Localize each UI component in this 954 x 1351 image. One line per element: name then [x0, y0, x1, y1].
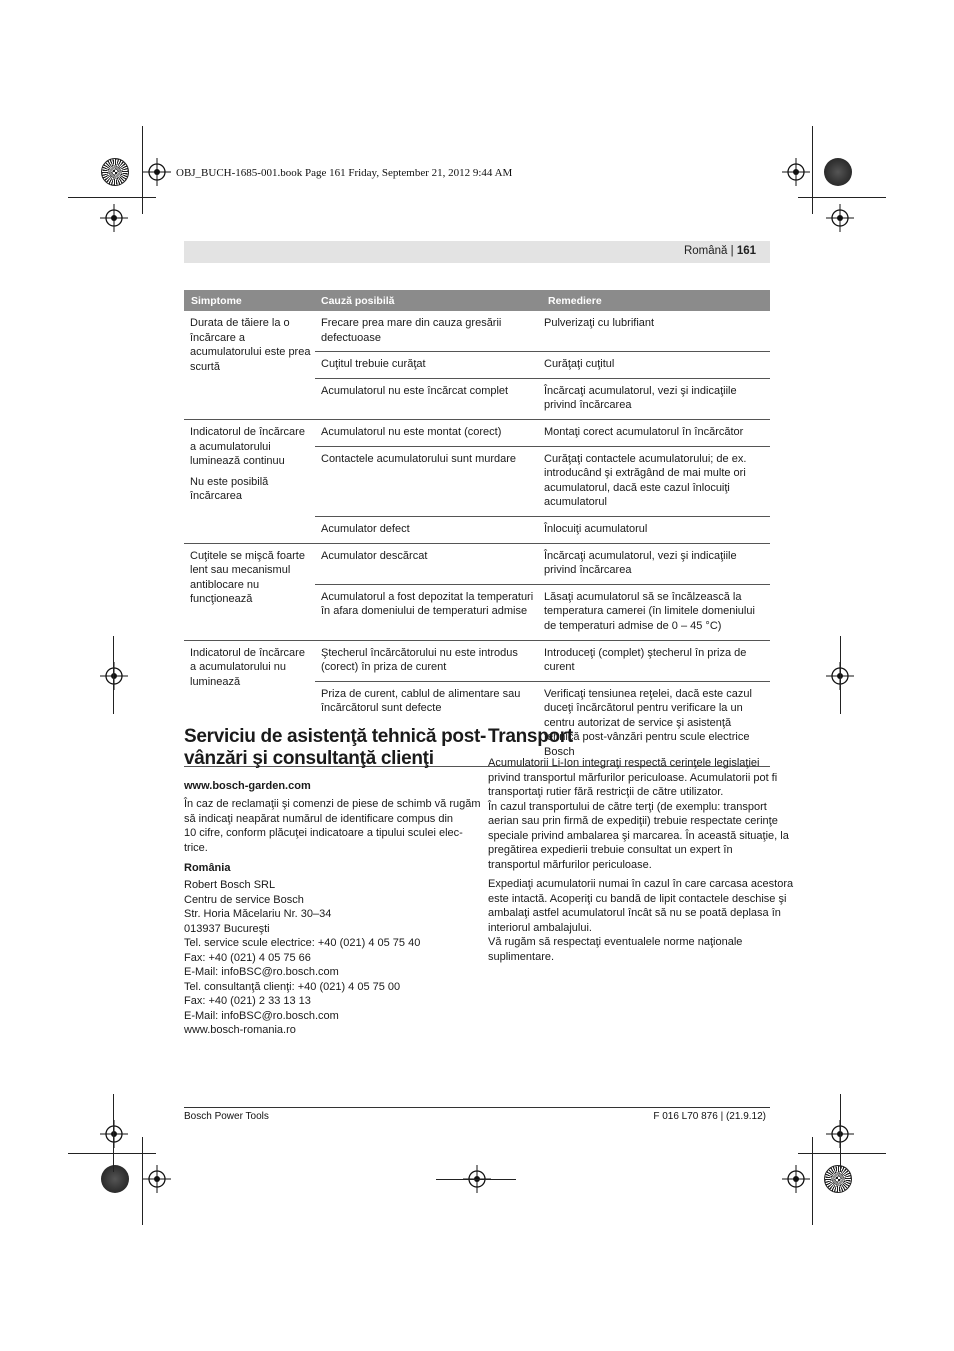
- crop-line: [812, 1137, 813, 1225]
- table-row: [315, 420, 770, 446]
- column-header-cause: Cauză posibilă: [321, 295, 395, 307]
- remedy-cell: Pulverizaţi cu lubrifiant: [544, 317, 655, 329]
- table-group: [184, 544, 770, 641]
- crosshair-icon: [782, 1165, 810, 1193]
- transport-paragraph-1: Acumulatorii Li-Ion integraţi respectă cerinţele legislaţiei privind transportul mărfurilor periculoase. Acumulatorii pot fi transportaţi rutier fără restricţii de către utilizator. În cazul transportului de către terţi (de exemplu: transport aerian sau prin firmă de expediţii) trebuie respectate cerinţe speciale privind ambalarea şi marcarea. În această situaţie, la pregătirea expedierii trebuie consultat un expert în transportul mărfurilor periculoase.: [488, 757, 789, 871]
- crop-line: [840, 636, 841, 714]
- table-header: [184, 290, 770, 311]
- crop-line: [113, 636, 114, 714]
- transport-heading: Transport: [488, 726, 573, 747]
- cause-cell: Acumulatorul nu este încărcat complet: [321, 384, 509, 397]
- service-country: România: [184, 862, 231, 874]
- table-row: [315, 516, 770, 543]
- table-group: [184, 420, 770, 544]
- crop-line: [812, 126, 813, 214]
- cause-cell: Acumulatorul nu este montat (corect): [321, 425, 502, 438]
- remedy-cell: Înlocuiţi acumulatorul: [544, 522, 648, 535]
- crosshair-icon: [143, 158, 171, 186]
- cause-cell: Contactele acumulatorului sunt murdare: [321, 452, 517, 465]
- remedy-cell: Introduceţi (complet) ştecherul în priza de curent: [544, 646, 747, 674]
- cause-cell: Frecare prea mare din cauza gresării defectuoase: [321, 317, 502, 344]
- column-header-remedy: Remediere: [548, 295, 602, 307]
- cause-cell: Acumulator defect: [321, 522, 410, 535]
- cause-cell: Priza de curent, cablul de alimentare sau încărcătorul sunt defecte: [321, 687, 521, 715]
- symptom-text: Nu este posibilă încărcarea: [190, 475, 269, 503]
- remedy-cell: Încărcaţi acumulatorul, vezi şi indicaţiile privind încărcarea: [544, 384, 737, 412]
- page-header: Română | 161: [184, 241, 770, 263]
- symptom-text: Cuţitele se mişcă foarte lent sau mecanismul antiblocare nu funcţionează: [190, 549, 305, 606]
- remedy-cell: Lăsaţi acumulatorul să se încălzească la temperatura camerei (în limitele domeniului de temperaturi admise de 0 – 45 °C): [544, 590, 755, 632]
- crosshair-icon: [826, 204, 854, 232]
- crop-line: [436, 1179, 516, 1180]
- symptom-text: Durata de tăiere la o încărcare a acumulatorului este prea scurtă: [190, 317, 311, 373]
- cause-cell: Ştecherul încărcătorului nu este introdus (corect) în priza de curent: [321, 646, 518, 674]
- symptom-cell: [190, 420, 312, 510]
- book-info-line: OBJ_BUCH-1685-001.book Page 161 Friday, September 21, 2012 9:44 AM: [176, 167, 513, 179]
- table-row: [315, 311, 770, 351]
- crosshair-icon: [782, 158, 810, 186]
- crosshair-icon: [100, 204, 128, 232]
- crop-line: [840, 1094, 841, 1172]
- header-language: Română: [683, 245, 728, 257]
- registration-disc-icon: [101, 1165, 129, 1193]
- registration-disc-icon: [824, 158, 852, 186]
- footer-right: F 016 L70 876 | (21.9.12): [653, 1111, 766, 1122]
- service-intro: În caz de reclamaţii şi comenzi de piese de schimb vă rugăm să indicaţi neapărat numărul de identificare compus din 10 cifre, conform plăcuţei indicatoare a tipului sculei elec- trice.: [184, 798, 481, 854]
- table-row: [315, 351, 770, 378]
- table-row: [315, 544, 770, 584]
- transport-paragraph-2: Expediaţi acumulatorii numai în cazul în care carcasa acestora este intactă. Acoperiţi cu bandă de lipit contactele deschise şi ambalaţi astfel acumulatorul încât să nu se poată deplasa în interiorul ambalajului. Vă rugăm să respectaţi eventualele norme naţionale suplimentare.: [488, 878, 794, 963]
- symptom-cell: [190, 544, 312, 613]
- page-number: 161: [736, 245, 756, 257]
- table-row: [315, 378, 770, 419]
- remedy-cell: Curăţaţi cuţitul: [544, 358, 615, 371]
- crosshair-icon: [143, 1165, 171, 1193]
- symptom-cell: [190, 641, 312, 696]
- table-row: [315, 641, 770, 681]
- table-group: [184, 311, 770, 420]
- cause-cell: Acumulator descărcat: [321, 549, 428, 562]
- remedy-cell: Curăţaţi contactele acumulatorului; de ex. introducând şi extrăgând de mai multe ori acumulatorul, dacă este cazul înlocuiţi acumulatorul: [544, 452, 747, 509]
- remedy-cell: Verificaţi tensiunea reţelei, dacă este cazul duceţi încărcătorul pentru verificare la un centru autorizat de service şi asistenţă tehnică post-vânzări pentru scule electrice Bosch: [544, 687, 752, 759]
- cause-cell: Acumulatorul a fost depozitat la temperaturi în afara domeniului de temperaturi admise: [321, 590, 534, 618]
- table-row: [315, 584, 770, 640]
- column-header-symptoms: Simptome: [191, 295, 242, 307]
- footer-rule: [184, 1107, 770, 1108]
- table-row: [315, 446, 770, 516]
- registration-star-icon: [101, 158, 129, 186]
- troubleshooting-table: [184, 290, 770, 767]
- symptom-text: Indicatorul de încărcare a acumulatorului luminează continuu: [190, 425, 305, 468]
- registration-star-icon: [824, 1165, 852, 1193]
- cause-cell: Cuţitul trebuie curăţat: [321, 358, 426, 371]
- symptom-cell: [190, 311, 312, 380]
- footer-left: Bosch Power Tools: [184, 1111, 269, 1122]
- crosshair-icon: [100, 662, 128, 690]
- crop-line: [113, 1094, 114, 1172]
- symptom-text: Indicatorul de încărcare a acumulatorului nu luminează: [190, 646, 305, 688]
- remedy-cell: Montaţi corect acumulatorul în încărcător: [544, 425, 744, 438]
- service-address: Robert Bosch SRL Centru de service Bosch Str. Horia Măcelariu Nr. 30–34 013937 Bucureşti Tel. service scule electrice: +40 (021) 4 05 75 40 Fax: +40 (021) 4 05 75 66 E-Mail: infoBSC@ro.bosch.com Tel. consultanţă clienţi: +40 (021) 4 05 75 00 Fax: +40 (021) 2 33 13 13 E-Mail: infoBSC@ro.bosch.com www.bosch-romania.ro: [184, 879, 421, 1036]
- remedy-cell: Încărcaţi acumulatorul, vezi şi indicaţiile privind încărcarea: [544, 549, 737, 577]
- crosshair-icon: [100, 1120, 128, 1148]
- service-heading: Serviciu de asistenţă tehnică post- vânzări şi consultanţă clienţi: [184, 726, 487, 769]
- service-website: www.bosch-garden.com: [184, 780, 311, 792]
